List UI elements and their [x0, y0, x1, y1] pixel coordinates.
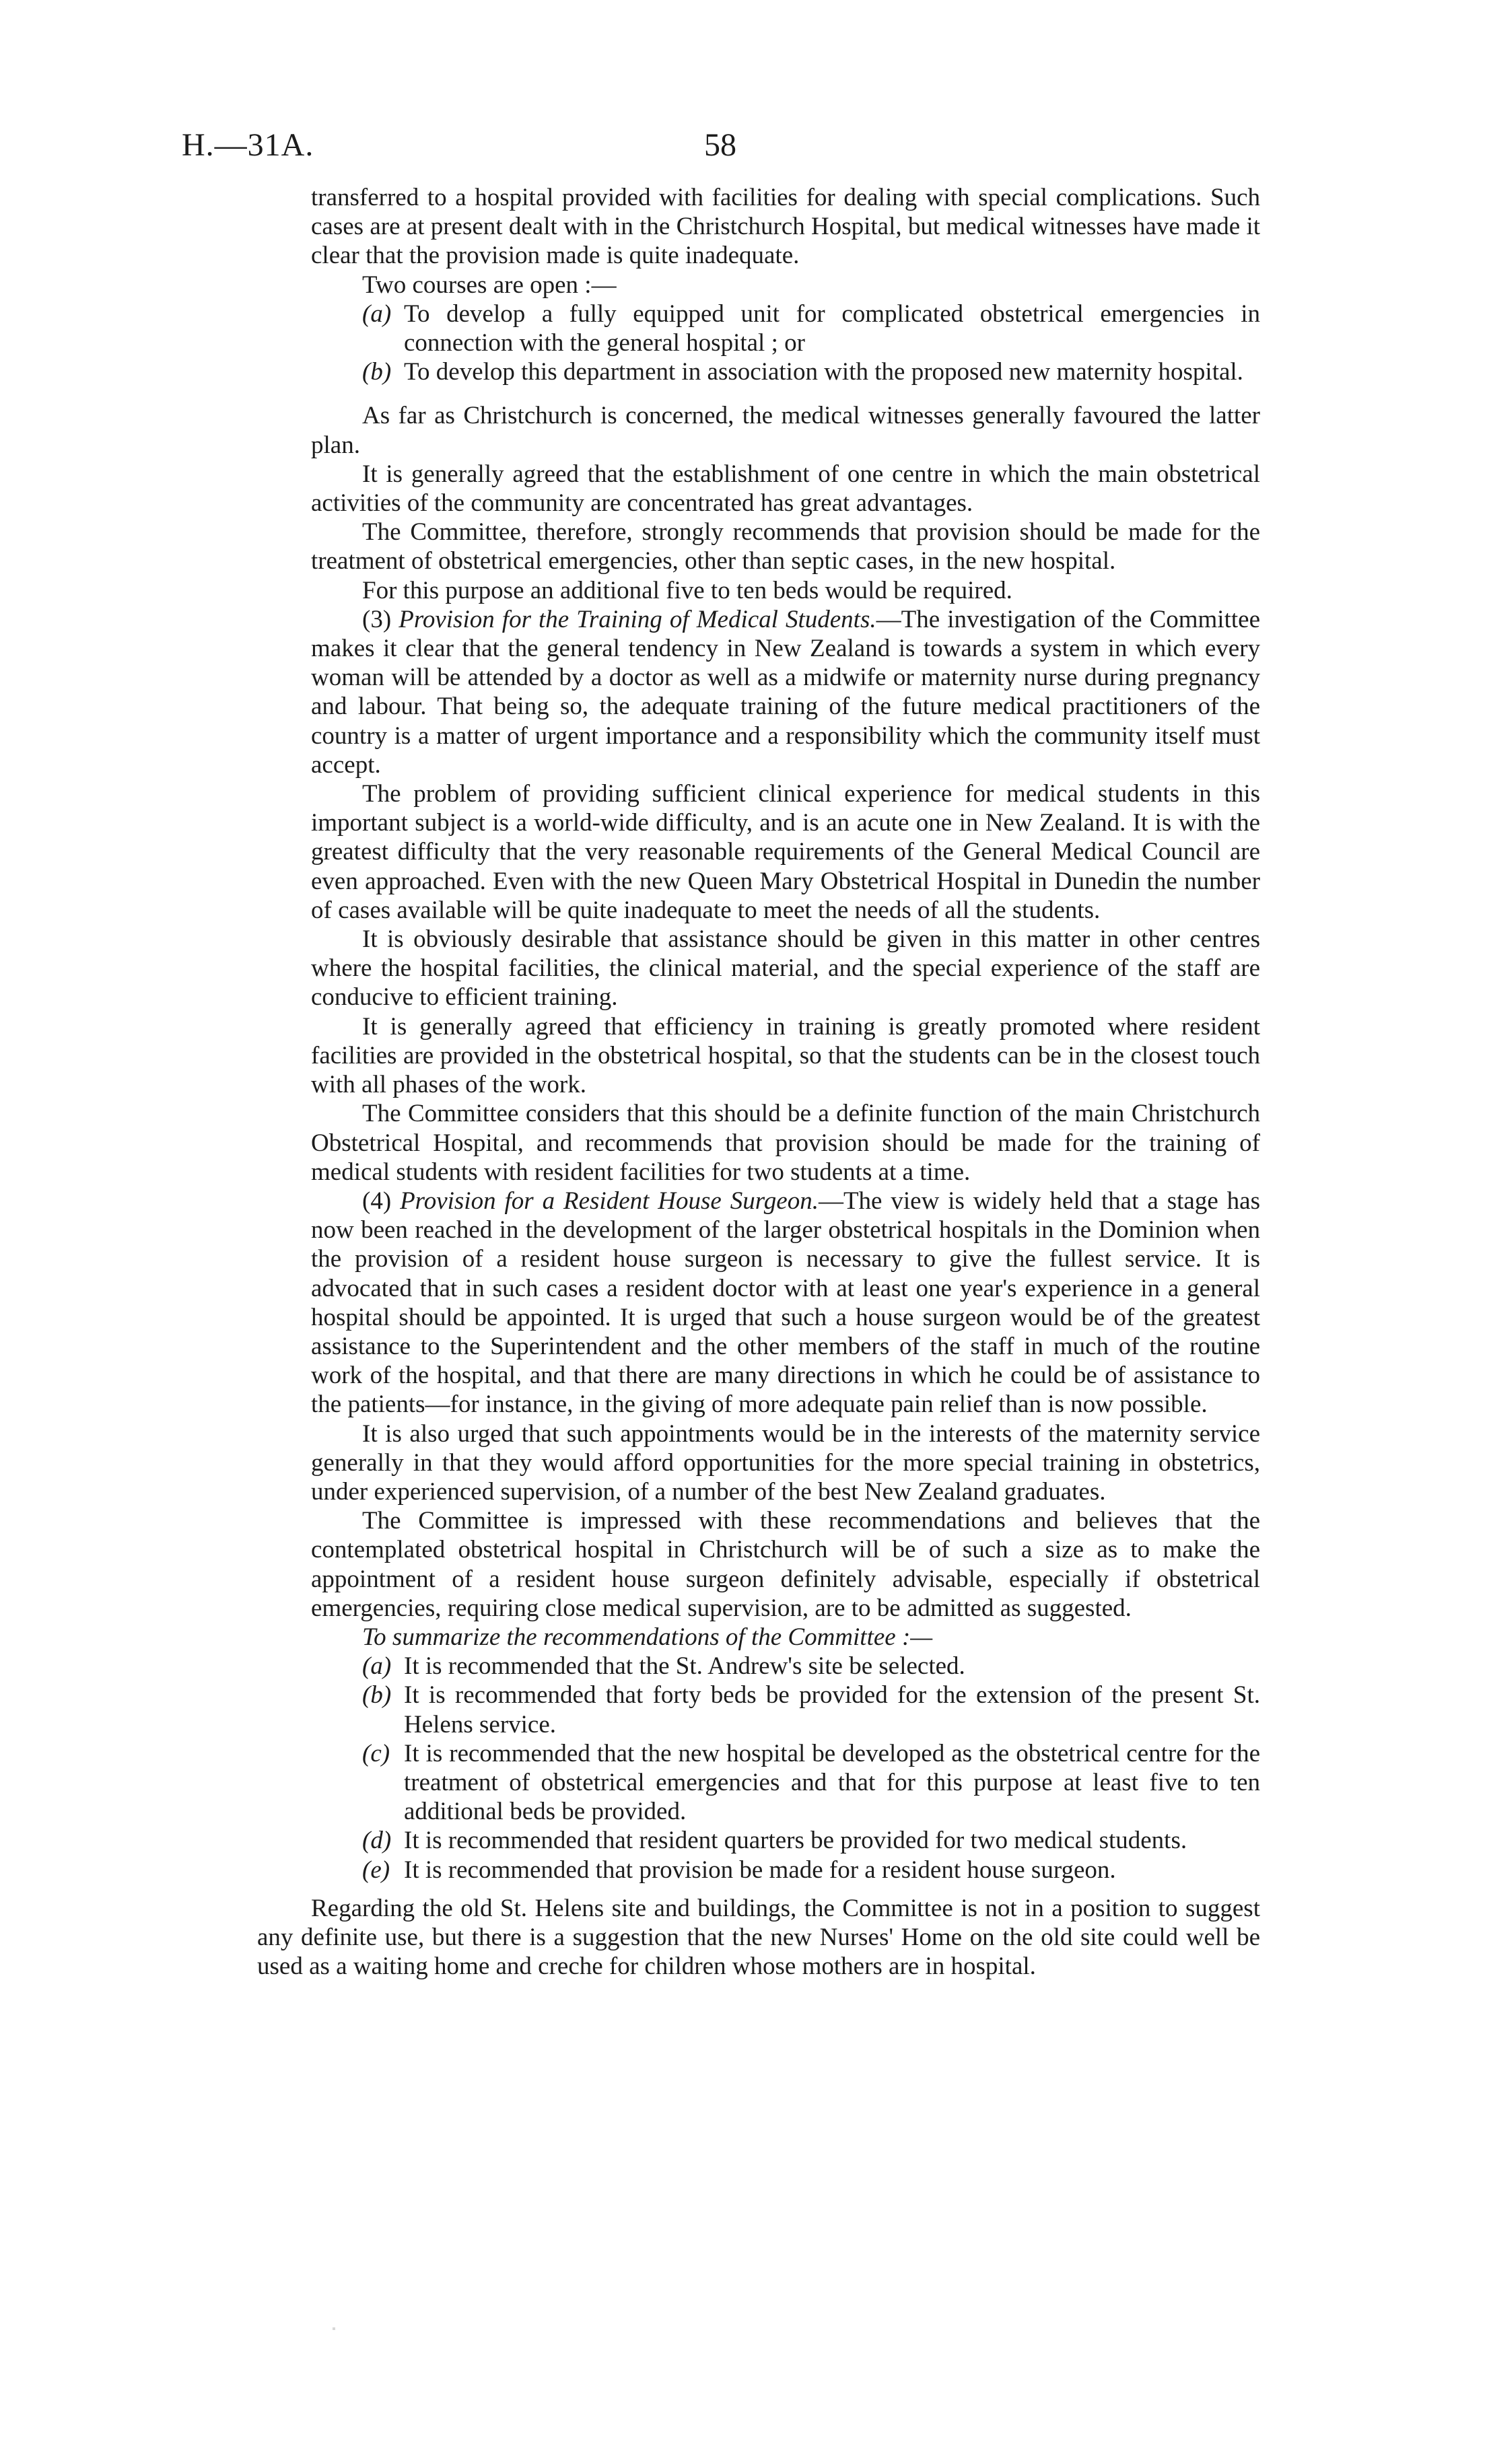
- summary-heading: To summarize the recommendations of the Committee :—: [362, 1623, 933, 1651]
- paragraph-committee-recommends: The Committee, therefore, strongly recommends that provision should be made for the treatment of obstetrical emergencies, other than septic cases, in the new hospital.: [311, 518, 1260, 575]
- section-heading-training: Provision for the Training of Medical Students.: [399, 605, 876, 633]
- summary-item-a: [311, 1652, 1260, 1681]
- paragraph-clinical-experience: The problem of providing sufficient clinical experience for medical students in this important subject is a world-wide difficulty, and is an acute one in New Zealand. It is with the greatest difficulty that the very reasonable requirements of the General Medical Council are even approached. Even with the new Queen Mary Obstetrical Hospital in Dunedin the number of cases available will be quite inadequate to meet the needs of all the students.: [311, 780, 1260, 924]
- summary-item-label: (b): [362, 1681, 392, 1710]
- summary-item-b: [311, 1681, 1260, 1738]
- paragraph-appointments: It is also urged that such appointments would be in the interests of the maternity service generally in that they would afford opportunities for the more special training in obstetrics, under experienced supervision, of a number of the best New Zealand graduates.: [311, 1419, 1260, 1506]
- summary-item-text: It is recommended that the new hospital be developed as the obstetrical centre for the treatment of obstetrical emergencies and that for this purpose at least five to ten additional beds be provided.: [404, 1739, 1260, 1826]
- section-text-house-surgeon: —The view is widely held that a stage has now been reached in the development of the larger obstetrical hospitals in the Dominion when the provision of a resident house surgeon is necessary to give the fullest service. It is advocated that in such cases a resident doctor with at least one year's experience in a general hospital should be appointed. It is urged that such a house surgeon would be of the greatest assistance to the Superintendent and the other members of the staff in much of the routine work of the hospital, and that there are many directions in which he could be of assistance to the patients—for instance, in the giving of more adequate pain relief than is now possible.: [311, 1187, 1260, 1419]
- course-option-a: [311, 300, 1260, 357]
- summary-item-d: [311, 1826, 1260, 1855]
- summary-item-text: It is recommended that forty beds be provided for the extension of the present St. Helens service.: [404, 1681, 1260, 1738]
- section-heading-house-surgeon: Provision for a Resident House Surgeon.: [400, 1187, 819, 1215]
- course-b-label: (b): [362, 358, 392, 386]
- paragraph-house-surgeon: [311, 1187, 1260, 1419]
- course-a-text: To develop a fully equipped unit for complicated obstetrical emergencies in connection with the general hospital ; or: [404, 300, 1260, 357]
- section-text-training: —The investigation of the Committee makes it clear that the general tendency in New Zealand is towards a system in which every woman will be attended by a doctor as well as a midwife or maternity nurse during pregnancy and labour. That being so, the adequate training of the future medical practitioners of the country is a matter of urgent importance and a responsibility which the community itself must accept.: [311, 605, 1260, 779]
- paragraph-closing: Regarding the old St. Helens site and buildings, the Committee is not in a position to suggest any definite use, but there is a suggestion that the new Nurses' Home on the old site could well be used as a waiting home and creche for children whose mothers are in hospital.: [257, 1894, 1260, 1981]
- summary-item-c: [311, 1739, 1260, 1827]
- document-reference: H.—31A.: [182, 127, 314, 163]
- summary-item-e: [311, 1856, 1260, 1885]
- paragraph-continuation: transferred to a hospital provided with facilities for dealing with special complications. Such cases are at present dealt with in the Christchurch Hospital, but medical witnesses have made it clear that the provision made is quite inadequate.: [311, 184, 1260, 270]
- course-option-b: [311, 357, 1260, 386]
- paragraph-additional-beds: For this purpose an additional five to ten beds would be required.: [362, 576, 1012, 604]
- section-number-3: (3): [362, 605, 392, 633]
- course-b-text: To develop this department in association with the proposed new maternity hospital.: [404, 358, 1243, 386]
- paragraph-committee-impressed: The Committee is impressed with these recommendations and believes that the contemplated obstetrical hospital in Christchurch will be of such a size as to make the appointment of a resident house surgeon definitely advisable, especially if obstetrical emergencies, requiring close medical supervision, are to be admitted as suggested.: [311, 1507, 1260, 1622]
- summary-item-label: (d): [362, 1827, 392, 1855]
- paragraph-one-centre: It is generally agreed that the establishment of one centre in which the main obstetrical activities of the community are concentrated has great advantages.: [311, 460, 1260, 518]
- paragraph-definite-function: The Committee considers that this should be a definite function of the main Christchurch Obstetrical Hospital, and recommends that provision should be made for the training of medical students with resident facilities for two students at a time.: [311, 1100, 1260, 1186]
- summary-item-label: (a): [362, 1652, 392, 1681]
- page-number: 58: [704, 127, 736, 163]
- paragraph-training-students: [311, 605, 1260, 779]
- summary-item-label: (c): [362, 1739, 390, 1767]
- paragraph-other-centres: It is obviously desirable that assistance should be given in this matter in other centres where the hospital facilities, the clinical material, and the special experience of the staff are conducive to efficient training.: [311, 925, 1260, 1012]
- paragraph-courses-intro: Two courses are open :—: [362, 271, 617, 299]
- paper-speck: [333, 2327, 335, 2330]
- paragraph-christchurch-plan: As far as Christchurch is concerned, the medical witnesses generally favoured the latter plan.: [311, 402, 1260, 459]
- summary-item-label: (e): [362, 1856, 390, 1884]
- report-body: [257, 183, 1260, 1981]
- summary-item-text: It is recommended that resident quarters be provided for two medical students.: [404, 1827, 1187, 1855]
- section-number-4: (4): [362, 1187, 392, 1215]
- paragraph-resident-facilities: It is generally agreed that efficiency in training is greatly promoted where resident facilities are provided in the obstetrical hospital, so that the students can be in the closest touch with all phases of the work.: [311, 1012, 1260, 1099]
- course-a-label: (a): [362, 300, 392, 328]
- page-header: [182, 127, 1259, 174]
- summary-item-text: It is recommended that provision be made for a resident house surgeon.: [404, 1856, 1116, 1884]
- summary-item-text: It is recommended that the St. Andrew's site be selected.: [404, 1652, 965, 1681]
